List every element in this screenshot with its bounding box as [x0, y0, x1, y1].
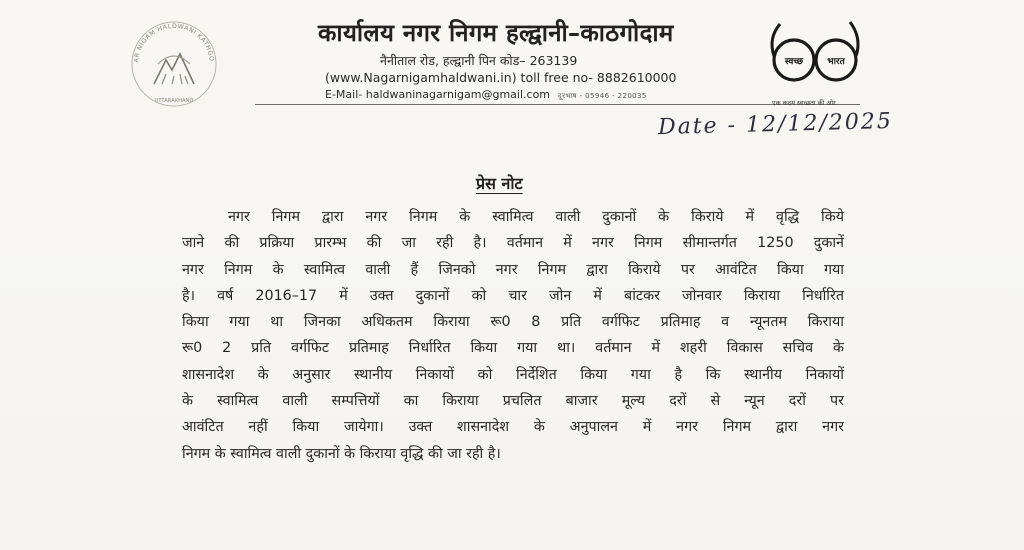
handwritten-date: Date - 12/12/2025 — [657, 108, 894, 141]
body-line: आवंटित नहीं किया जायेगा। उक्त शासनादेश के अनुपालन में नगर निगम द्वारा नगर — [182, 419, 844, 436]
body-line: नगर निगम द्वारा नगर निगम के स्वामित्व वाली दुकानों के किराये में वृद्धि किये — [228, 209, 844, 225]
municipal-seal-icon — [128, 18, 220, 110]
body-line: रू0 2 प्रति वर्गफिट प्रतिमाह निर्धारित किया गया था। वर्तमान में शहरी विकास सचिव के — [182, 340, 844, 357]
municipal-seal — [128, 18, 220, 110]
seal-arc-text: AR NIGAM HALDWANI KATHGO — [132, 22, 215, 63]
email-text: E-Mail- haldwaninagarnigam@gmail.com — [325, 88, 551, 101]
press-note-body — [182, 204, 844, 467]
body-line: शासनादेश के अनुसार स्थानीय निकायों को निर्देशित किया गया है कि स्थानीय निकायों — [182, 366, 844, 383]
seal-bottom-text: UTTARAKHAND — [154, 98, 194, 104]
office-title: कार्यालय नगर निगम हल्द्वानी–काठगोदाम — [318, 19, 674, 47]
swachh-bharat-logo — [766, 16, 862, 108]
body-line: जाने की प्रक्रिया प्रारम्भ की जा रही है। वर्तमान में नगर निगम सीमान्तर्गत 1250 दुकानें — [182, 235, 844, 252]
body-line: किया गया था जिनका अधिकतम किराया रू0 8 प्रति वर्गफिट प्रतिमाह व न्यूनतम किराया — [182, 314, 844, 331]
body-line: के स्वामित्व वाली सम्पत्तियों का किराया प्रचलित बाजार मूल्य दरों से न्यून दरों पर — [182, 393, 844, 410]
phone-text: दूरभाष - 05946 - 220035 — [558, 92, 647, 100]
swachh-left-lens-text: स्वच्छ — [784, 57, 804, 67]
body-line: नगर निगम के स्वामित्व वाली हैं जिनको नगर निगम द्वारा किराये पर आवंटित किया गया — [182, 261, 844, 278]
body-line: है। वर्ष 2016–17 में उक्त दुकानों को चार जोन में बांटकर जोनवार किराया निर्धारित — [182, 287, 844, 304]
website-tollfree-line: (www.Nagarnigamhaldwani.in) toll free no- 8882610000 — [325, 70, 677, 85]
swachh-right-lens-text: भारत — [827, 57, 845, 67]
press-note-heading: प्रेस नोट — [476, 174, 523, 193]
email-line — [325, 88, 647, 101]
office-address: नैनीताल रोड, हल्द्वानी पिन कोड– 263139 — [380, 53, 578, 68]
swachh-bharat-spectacles-icon — [766, 16, 862, 96]
swachh-tagline: एक कदम स्वच्छता की ओर — [772, 99, 836, 107]
body-line: निगम के स्वामित्व वाली दुकानों के किराया वृद्धि की जा रही है। — [182, 445, 501, 462]
